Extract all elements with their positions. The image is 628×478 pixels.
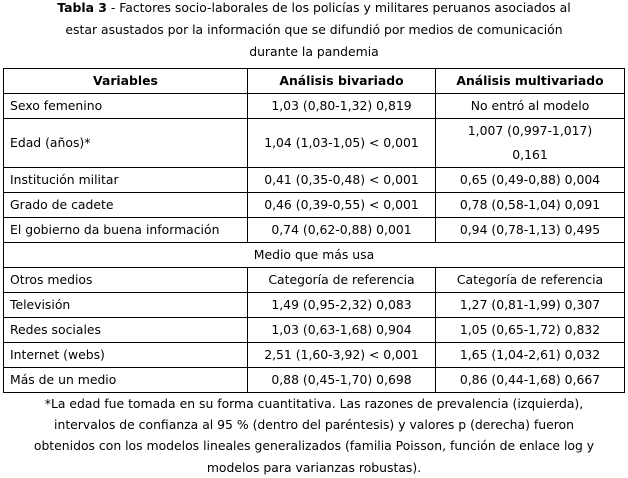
cell-bivariado: 1,03 (0,63-1,68) 0,904 [248, 318, 436, 343]
footnote-line-3: obtenidos con los modelos lineales generalizados (familia Poisson, función de enlace log y [33, 438, 595, 454]
table-row [4, 268, 625, 293]
table-row [4, 368, 625, 393]
cell-bivariado: 0,46 (0,39-0,55) < 0,001 [248, 193, 436, 218]
footnote-line-2: intervalos de confianza al 95 % (dentro del paréntesis) y valores p (derecha) fueron [54, 417, 574, 433]
cell-bivariado: Categoría de referencia [248, 268, 436, 293]
cell-bivariado: 0,74 (0,62-0,88) 0,001 [248, 218, 436, 243]
caption-line-1 [0, 0, 628, 19]
caption-line-3: durante la pandemia [249, 44, 379, 59]
cell-bivariado: 1,03 (0,80-1,32) 0,819 [248, 94, 436, 119]
results-table [3, 68, 625, 393]
cell-bivariado: 0,88 (0,45-1,70) 0,698 [248, 368, 436, 393]
table-caption [0, 0, 628, 63]
cell-bivariado: 0,41 (0,35-0,48) < 0,001 [248, 168, 436, 193]
cell-bivariado: 1,49 (0,95-2,32) 0,083 [248, 293, 436, 318]
cell-bivariado: 2,51 (1,60-3,92) < 0,001 [248, 343, 436, 368]
table-row [4, 218, 625, 243]
cell-variable: El gobierno da buena información [4, 218, 248, 243]
cell-multivariado [436, 119, 625, 168]
cell-multivariado: 1,27 (0,81-1,99) 0,307 [436, 293, 625, 318]
header-row [4, 69, 625, 94]
table-row [4, 193, 625, 218]
cell-variable: Más de un medio [4, 368, 248, 393]
section-row [4, 243, 625, 268]
cell-variable: Institución militar [4, 168, 248, 193]
table-row [4, 168, 625, 193]
header-bivariado: Análisis bivariado [248, 69, 436, 94]
table-row [4, 343, 625, 368]
cell-variable: Edad (años)* [4, 119, 248, 168]
caption-label: Tabla 3 [57, 0, 107, 15]
cell-bivariado: 1,04 (1,03-1,05) < 0,001 [248, 119, 436, 168]
table-row [4, 94, 625, 119]
section-label: Medio que más usa [4, 243, 625, 268]
cell-multivariado: 1,65 (1,04-2,61) 0,032 [436, 343, 625, 368]
table-row [4, 318, 625, 343]
caption-line-2: estar asustados por la información que se difundió por medios de comunicación [65, 22, 563, 37]
header-variables: Variables [4, 69, 248, 94]
footnote-line-1: *La edad fue tomada en su forma cuantitativa. Las razones de prevalencia (izquierda), [44, 396, 584, 411]
cell-multivariado: No entró al modelo [436, 94, 625, 119]
cell-variable: Televisión [4, 293, 248, 318]
cell-multivariado: 0,78 (0,58-1,04) 0,091 [436, 193, 625, 218]
cell-multivariado: 0,65 (0,49-0,88) 0,004 [436, 168, 625, 193]
cell-variable: Grado de cadete [4, 193, 248, 218]
cell-multivariado-line1: 1,007 (0,997-1,017) [467, 123, 593, 138]
cell-multivariado-line2: 0,161 [512, 147, 548, 162]
table-row [4, 119, 625, 168]
cell-variable: Internet (webs) [4, 343, 248, 368]
header-multivariado: Análisis multivariado [436, 69, 625, 94]
cell-multivariado: 1,05 (0,65-1,72) 0,832 [436, 318, 625, 343]
cell-multivariado: 0,94 (0,78-1,13) 0,495 [436, 218, 625, 243]
cell-multivariado: 0,86 (0,44-1,68) 0,667 [436, 368, 625, 393]
cell-variable: Otros medios [4, 268, 248, 293]
cell-variable: Redes sociales [4, 318, 248, 343]
footnote-line-4: modelos para varianzas robustas). [206, 459, 422, 475]
caption-text-1: - Factores socio-laborales de los policías y militares peruanos asociados al [106, 0, 571, 15]
table-footnote [0, 393, 628, 478]
table-row [4, 293, 625, 318]
cell-variable: Sexo femenino [4, 94, 248, 119]
cell-multivariado: Categoría de referencia [436, 268, 625, 293]
